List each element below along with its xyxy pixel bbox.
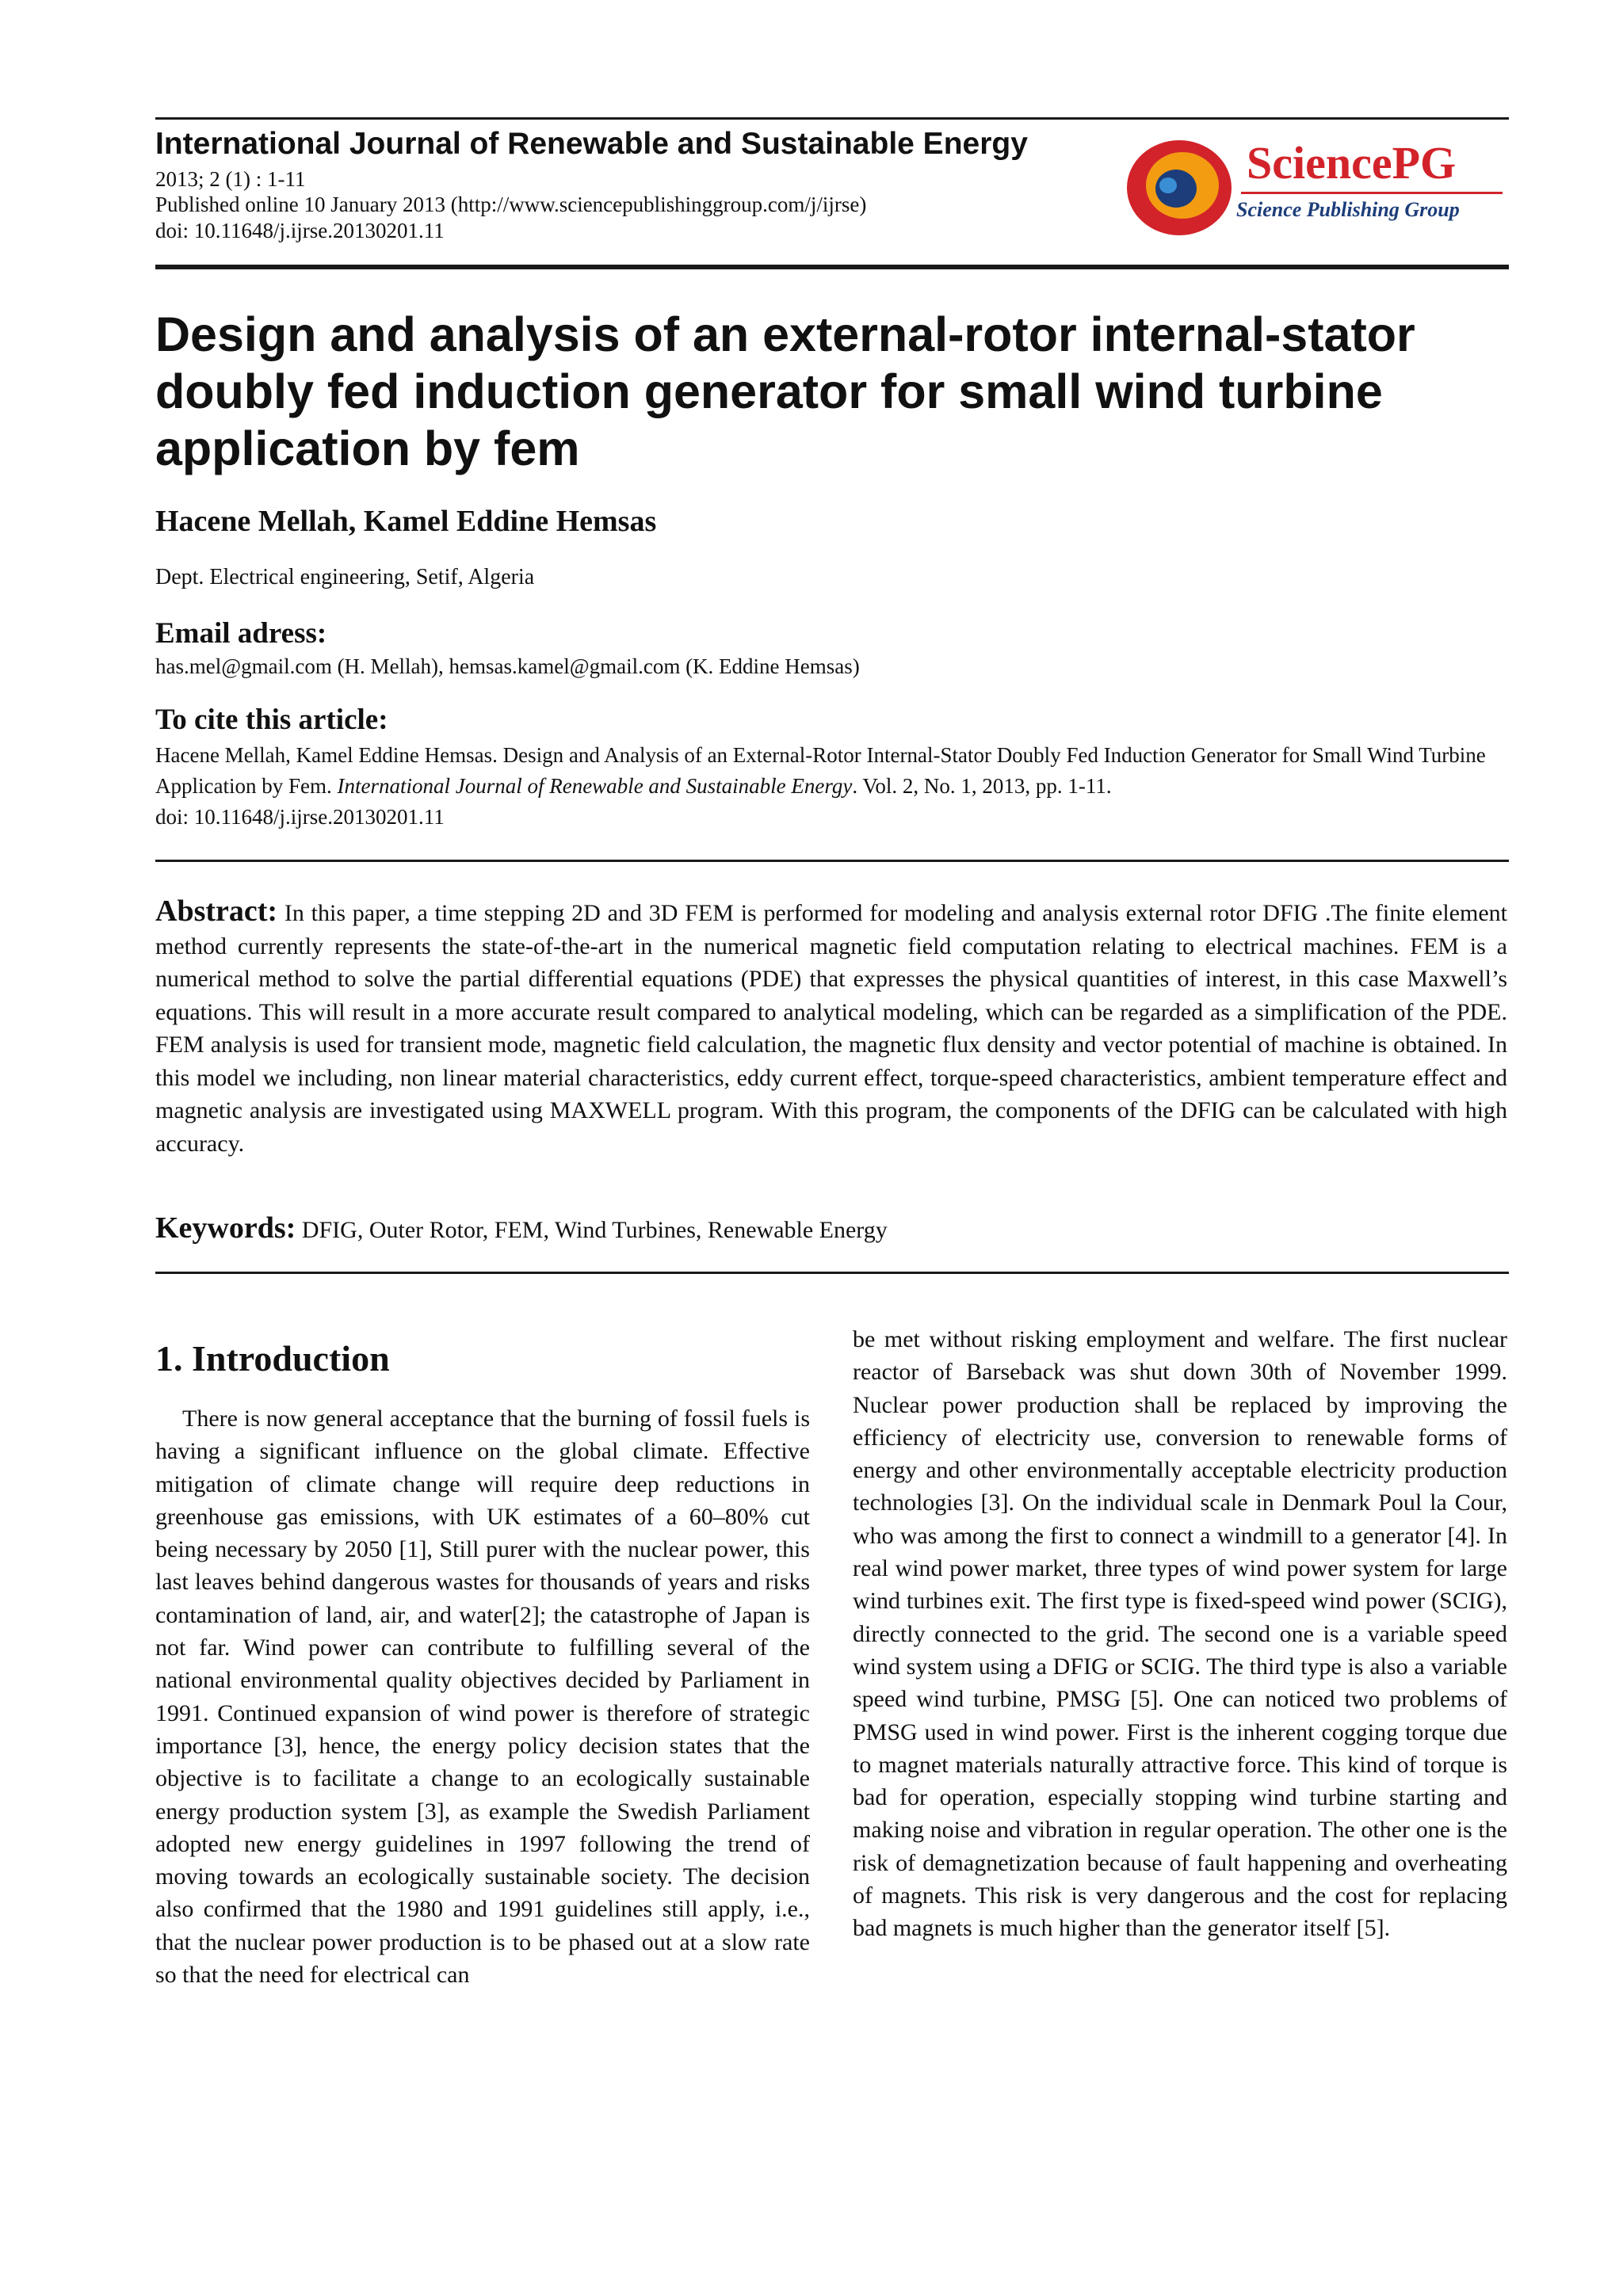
abstract-label: Abstract: bbox=[155, 894, 278, 928]
logo-subtitle: Science Publishing Group bbox=[1236, 198, 1460, 221]
abstract bbox=[155, 895, 1507, 1160]
cite-doi: doi: 10.11648/j.ijrse.20130201.11 bbox=[155, 805, 445, 829]
abstract-text: In this paper, a time stepping 2D and 3D FEM is performed for modeling and analysis external rotor DFIG .The finite element method currently represents the state-of-the-art in the numerical magnetic field computation relating to electrical machines. FEM is a numerical method to solve the partial differential equations (PDE) that expresses the physical quantities of interest, in this case Maxwell’s equations. This will result in a more accurate result compared to analytical modeling, which can be regarded as a simplification of the PDE. FEM analysis is used for transient mode, magnetic field calculation, the magnetic flux density and vector potential of machine is obtained. In this model we including, non linear material characteristics, eddy current effect, torque-speed characteristics, ambient temperature effect and magnetic analysis are investigated using MAXWELL program. With this program, the components of the DFIG can be calculated with high accuracy. bbox=[155, 900, 1507, 1157]
doi-line: doi: 10.11648/j.ijrse.20130201.11 bbox=[155, 219, 445, 242]
cite-label: To cite this article: bbox=[155, 704, 388, 736]
intro-left-column: There is now general acceptance that the burning of fossil fuels is having a significant influence on the global climate. Effective mitigation of climate change will require deep reductions in greenhouse gas emissions, with UK estimates of a 60–80% cut being necessary by 2050 [1], Still purer with the nuclear power, this last leaves behind dangerous wastes for thousands of years and risks contamination of land, air, and water[2]; the catastrophe of Japan is not far. Wind power can contribute to fulfilling several of the national environmental quality objectives decided by Parliament in 1991. Continued expansion of wind power is therefore of strategic importance [3], hence, the energy policy decision states that the objective is to facilitate a change to an ecologically sustainable energy production system [3], as example the Swedish Parliament adopted new energy guidelines in 1997 following the trend of moving towards an ecologically sustainable society. The decision also confirmed that the 1980 and 1991 guidelines still apply, i.e., that the nuclear power production is to be phased out at a slow rate so that the need for electrical can bbox=[155, 1405, 810, 1989]
cite-part2: . Vol. 2, No. 1, 2013, pp. 1-11. bbox=[852, 774, 1112, 798]
sciencepg-logo bbox=[1124, 136, 1520, 239]
cite-part1: Hacene Mellah, Kamel Eddine Hemsas. Design and Analysis of an External-Rotor Internal-Stator Doubly Fed Induction Generator for Small Wind Turbine Application by Fem. bbox=[155, 743, 1486, 798]
header-rule bbox=[155, 265, 1509, 269]
intro-right-column: be met without risking employment and welfare. The first nuclear reactor of Barseback was shut down 30th of November 1999. Nuclear power production shall be replaced by improving the efficiency of electricity use, conversion to renewable forms of energy and other environmentally acceptable electricity production technologies [3]. On the individual scale in Denmark Poul la Cour, who was among the first to connect a windmill to a generator [4]. In real wind power market, three types of wind power system for large wind turbines exit. The first type is fixed-speed wind power (SCIG), directly connected to the grid. The second one is a variable speed wind system using a DFIG or SCIG. The third type is also a variable speed wind turbine, PMSG [5]. One can noticed two problems of PMSG used in wind power. First is the inherent cogging torque due to magnet materials naturally attractive force. This kind of torque is bad for operation, especially stopping wind turbine starting and making noise and vibration in regular operation. The other one is the risk of demagnetization because of fault happening and overheating of magnets. This risk is very dangerous and the cost for replacing bad magnets is much higher than the generator itself [5]. bbox=[853, 1326, 1507, 1942]
affiliation: Dept. Electrical engineering, Setif, Algeria bbox=[155, 565, 535, 589]
logo-name: SciencePG bbox=[1247, 137, 1457, 189]
published-line: Published online 10 January 2013 (http://www.sciencepublishinggroup.com/j/ijrse) bbox=[155, 193, 867, 216]
keywords-text: DFIG, Outer Rotor, FEM, Wind Turbines, Renewable Energy bbox=[301, 1217, 888, 1243]
abstract-top-rule bbox=[155, 860, 1509, 862]
keywords bbox=[155, 1211, 888, 1245]
cite-text bbox=[155, 740, 1510, 833]
sciencepg-emblem-icon bbox=[1124, 136, 1236, 239]
journal-title: International Journal of Renewable and Sustainable Energy bbox=[155, 127, 1028, 161]
email-label: Email adress: bbox=[155, 617, 327, 650]
logo-underline bbox=[1241, 192, 1503, 194]
authors: Hacene Mellah, Kamel Eddine Hemsas bbox=[155, 505, 657, 538]
paper-title: Design and analysis of an external-rotor internal-stator doubly fed induction generator for small wind turbine application by fem bbox=[155, 307, 1415, 475]
email-text: has.mel@gmail.com (H. Mellah), hemsas.kamel@gmail.com (K. Eddine Hemsas) bbox=[155, 654, 860, 678]
journal-issue: 2013; 2 (1) : 1-11 bbox=[155, 167, 306, 191]
top-rule bbox=[155, 117, 1509, 120]
cite-journal: International Journal of Renewable and Sustainable Energy bbox=[337, 774, 853, 798]
keywords-bottom-rule bbox=[155, 1272, 1509, 1274]
section-heading-introduction: 1. Introduction bbox=[155, 1338, 390, 1379]
keywords-label: Keywords: bbox=[155, 1211, 296, 1245]
